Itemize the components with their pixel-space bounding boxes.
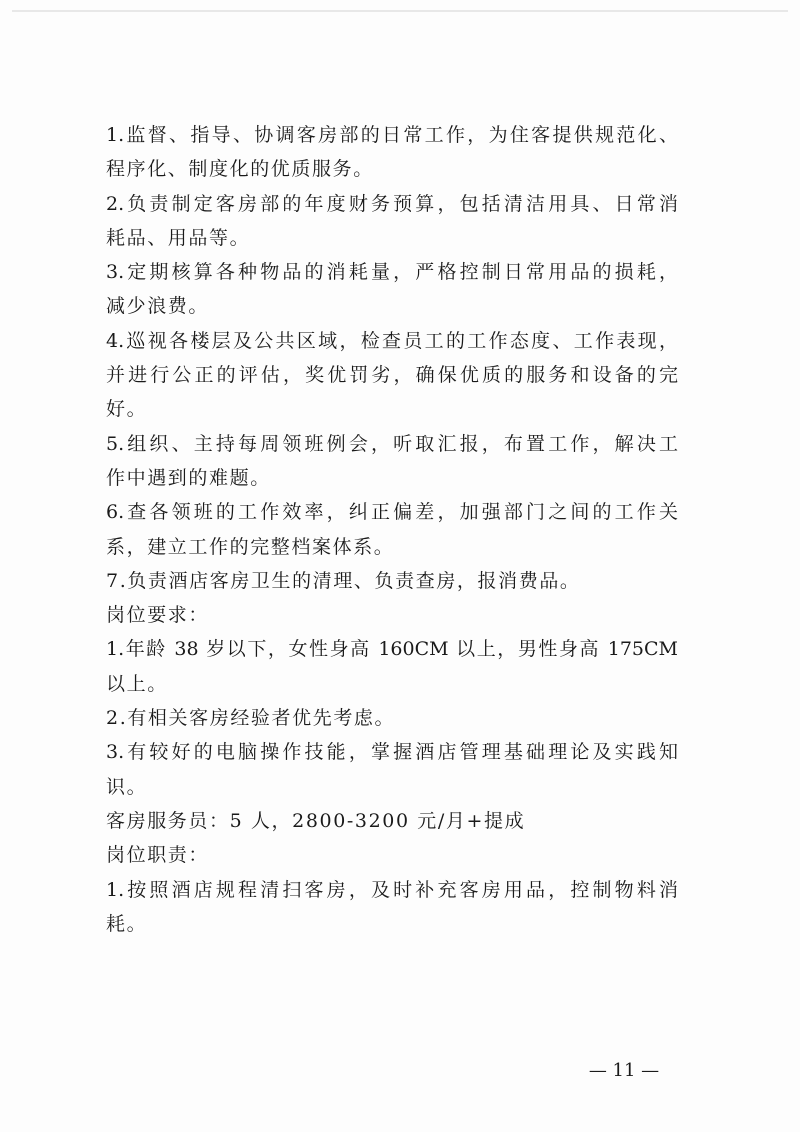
text-line: 系，建立工作的完整档案体系。 xyxy=(106,535,395,558)
text-line: 4.巡视各楼层及公共区域，检查员工的工作态度、工作表现， xyxy=(106,329,678,352)
text-line: 岗位职责： xyxy=(106,844,210,867)
text-line: 以上。 xyxy=(106,672,168,695)
text-line: 1.年龄 38 岁以下，女性身高 160CM 以上，男性身高 175CM xyxy=(106,638,678,661)
text-line: 程序化、制度化的优质服务。 xyxy=(106,158,374,181)
text-line: 好。 xyxy=(106,398,148,421)
text-line: 3.定期核算各种物品的消耗量，严格控制日常用品的损耗， xyxy=(106,261,678,284)
text-line: 耗品、用品等。 xyxy=(106,226,251,249)
text-line: 7.负责酒店客房卫生的清理、负责查房，报消费品。 xyxy=(106,569,581,592)
document-body xyxy=(106,118,678,941)
page-top-edge xyxy=(12,10,788,12)
text-line: 1.按照酒店规程清扫客房，及时补充客房用品，控制物料消 xyxy=(106,878,678,901)
text-line: 减少浪费。 xyxy=(106,295,210,318)
text-line: 客房服务员：5 人，2800-3200 元/月+提成 xyxy=(106,809,526,832)
text-line: 识。 xyxy=(106,775,148,798)
text-line: 岗位要求： xyxy=(106,604,210,627)
text-line: 5.组织、主持每周领班例会，听取汇报，布置工作，解决工 xyxy=(106,432,678,455)
text-line: 3.有较好的电脑操作技能，掌握酒店管理基础理论及实践知 xyxy=(106,741,678,764)
text-line: 耗。 xyxy=(106,912,148,935)
text-line: 2.有相关客房经验者优先考虑。 xyxy=(106,707,396,730)
text-line: 6.查各领班的工作效率，纠正偏差，加强部门之间的工作关 xyxy=(106,501,678,524)
page-number: — 11 — xyxy=(588,1060,660,1081)
text-line: 2.负责制定客房部的年度财务预算，包括清洁用具、日常消 xyxy=(106,192,678,215)
text-line: 作中遇到的难题。 xyxy=(106,466,271,489)
text-line: 1.监督、指导、协调客房部的日常工作，为住客提供规范化、 xyxy=(106,124,678,146)
text-line: 并进行公正的评估，奖优罚劣，确保优质的服务和设备的完 xyxy=(106,364,678,387)
